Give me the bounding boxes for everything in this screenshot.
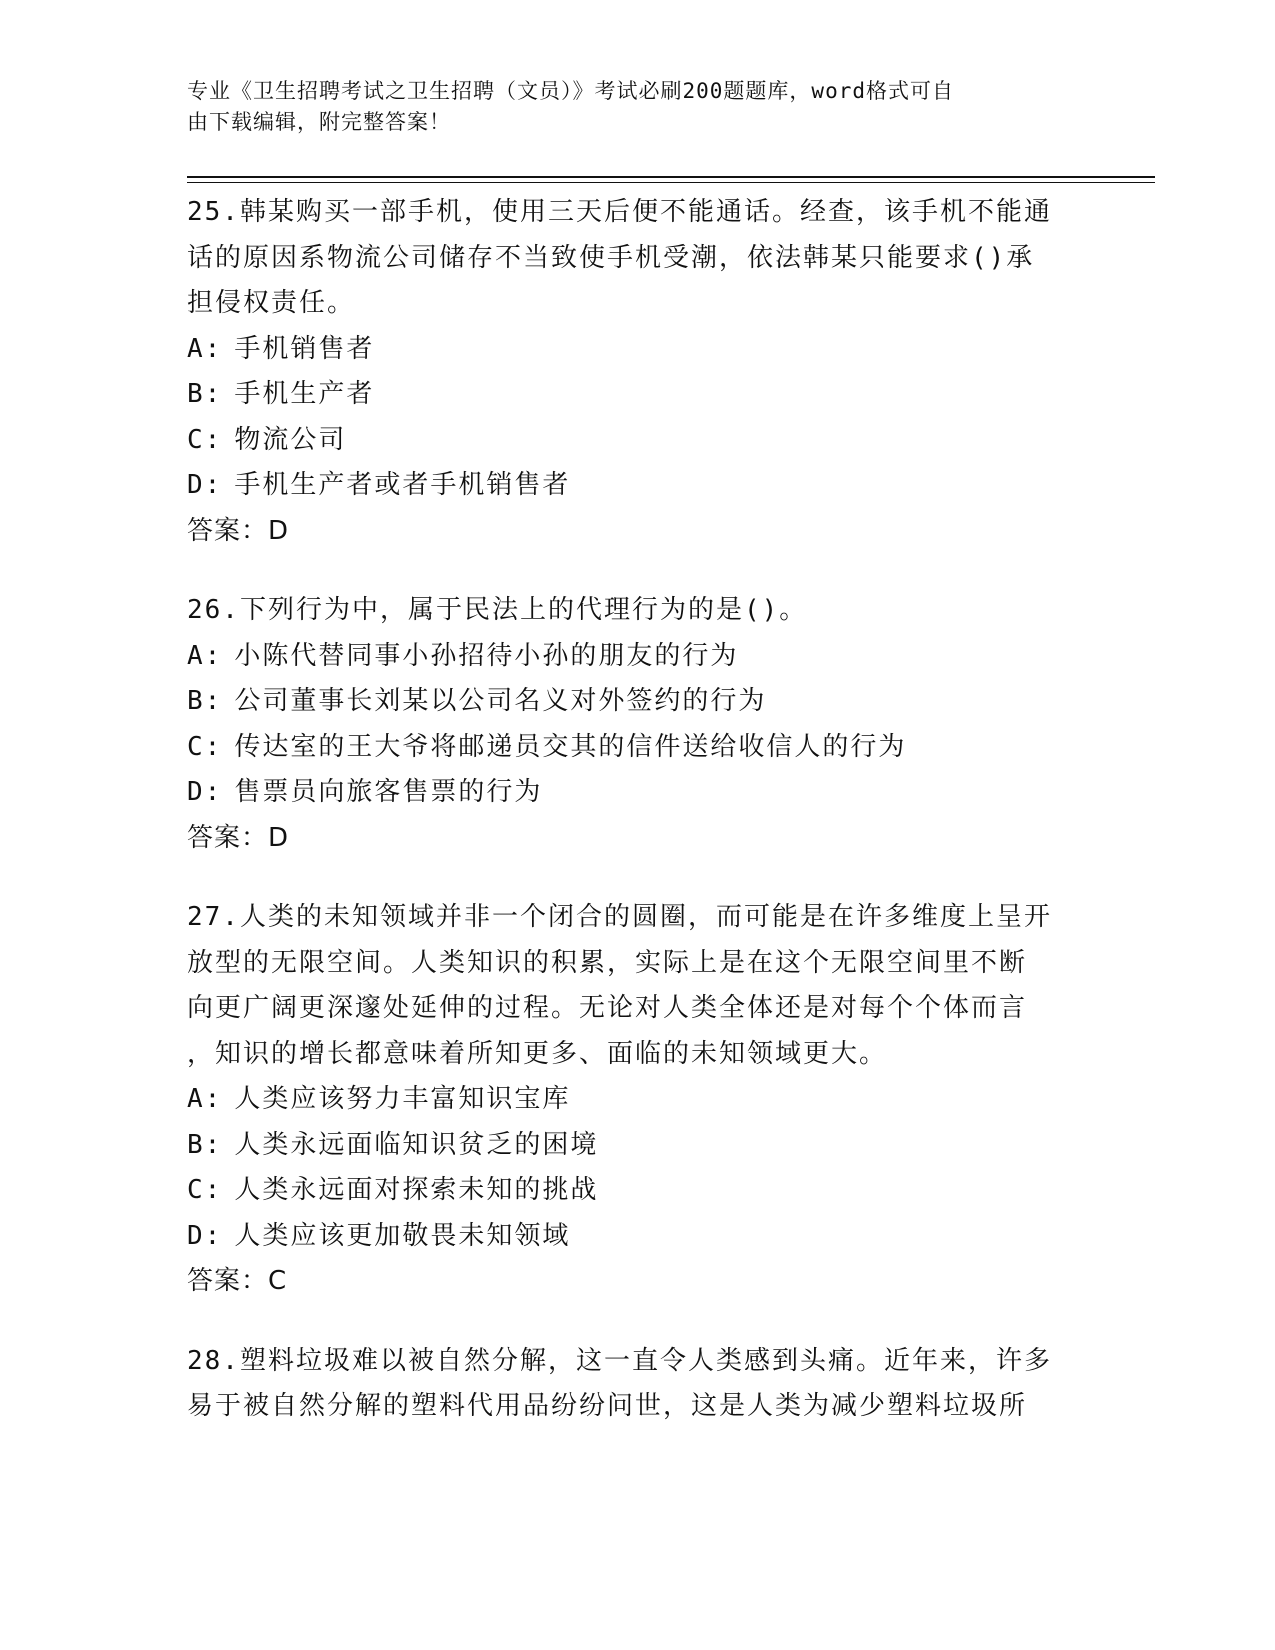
option-text: 人类永远面临知识贫乏的困境 (234, 1129, 599, 1160)
answer-option (187, 372, 1087, 418)
option-key: D: (187, 777, 223, 807)
answer-option (187, 418, 1087, 464)
option-text: 手机生产者或者手机销售者 (234, 470, 571, 500)
answer-option (187, 634, 1087, 680)
document-header (187, 76, 1067, 138)
answer-option (187, 1123, 1087, 1169)
option-key: C: (187, 731, 223, 762)
question-block (187, 1339, 1087, 1430)
option-text: 物流公司 (234, 424, 347, 455)
answer-option (187, 770, 1087, 816)
answer-line: 答案：D (187, 822, 290, 853)
option-key: A: (187, 640, 223, 671)
header-line-2: 由下载编辑，附完整答案！ (187, 110, 451, 134)
header-divider-thick (187, 176, 1155, 178)
option-key: D: (187, 1220, 223, 1251)
answer-line: 答案：D (187, 515, 290, 546)
question-stem-line: 话的原因系物流公司储存不当致使手机受潮，依法韩某只能要求()承 (187, 242, 1035, 273)
option-key: B: (187, 1129, 223, 1160)
option-key: A: (187, 1084, 223, 1114)
question-stem-line: 向更广阔更深邃处延伸的过程。无论对人类全体还是对每个个体而言 (187, 993, 1028, 1023)
option-text: 人类永远面对探索未知的挑战 (234, 1175, 599, 1205)
question-stem-line: 27.人类的未知领域并非一个闭合的圆圈，而可能是在许多维度上呈开 (187, 902, 1052, 932)
question-stem-line: 担侵权责任。 (187, 288, 356, 318)
question-stem-line: 25.韩某购买一部手机，使用三天后便不能通话。经查，该手机不能通 (187, 197, 1052, 227)
question-stem-line: ，知识的增长都意味着所知更多、面临的未知领域更大。 (187, 1038, 888, 1069)
option-text: 手机生产者 (234, 379, 375, 409)
question-stem-line: 28.塑料垃圾难以被自然分解，这一直令人类感到头痛。近年来，许多 (187, 1345, 1052, 1376)
option-text: 公司董事长刘某以公司名义对外签约的行为 (234, 686, 767, 716)
header-divider-thin (187, 182, 1155, 183)
option-key: C: (187, 424, 223, 455)
question-list (187, 190, 1087, 1464)
option-text: 人类应该努力丰富知识宝库 (234, 1084, 571, 1114)
answer-line: 答案：C (187, 1266, 288, 1296)
answer-option (187, 1168, 1087, 1214)
answer-option (187, 1077, 1087, 1123)
header-line-1: 专业《卫生招聘考试之卫生招聘（文员）》考试必刷200题题库，word格式可自 (187, 79, 954, 103)
option-key: B: (187, 379, 223, 409)
answer-option (187, 725, 1087, 771)
question-block (187, 588, 1087, 861)
option-text: 人类应该更加敬畏未知领域 (234, 1220, 571, 1251)
question-stem-line: 易于被自然分解的塑料代用品纷纷问世，这是人类为减少塑料垃圾所 (187, 1391, 1028, 1421)
question-block (187, 190, 1087, 554)
option-key: B: (187, 686, 223, 716)
option-text: 传达室的王大爷将邮递员交其的信件送给收信人的行为 (234, 731, 907, 762)
option-text: 售票员向旅客售票的行为 (234, 777, 543, 807)
question-stem-line: 26.下列行为中，属于民法上的代理行为的是()。 (187, 595, 808, 625)
option-text: 小陈代替同事小孙招待小孙的朋友的行为 (234, 640, 739, 671)
answer-option (187, 327, 1087, 373)
question-block (187, 895, 1087, 1305)
option-key: C: (187, 1175, 223, 1205)
answer-option (187, 1214, 1087, 1260)
answer-option (187, 463, 1087, 509)
option-key: D: (187, 470, 223, 500)
option-key: A: (187, 333, 223, 364)
answer-option (187, 679, 1087, 725)
option-text: 手机销售者 (234, 333, 375, 364)
question-stem-line: 放型的无限空间。人类知识的积累，实际上是在这个无限空间里不断 (187, 947, 1028, 978)
